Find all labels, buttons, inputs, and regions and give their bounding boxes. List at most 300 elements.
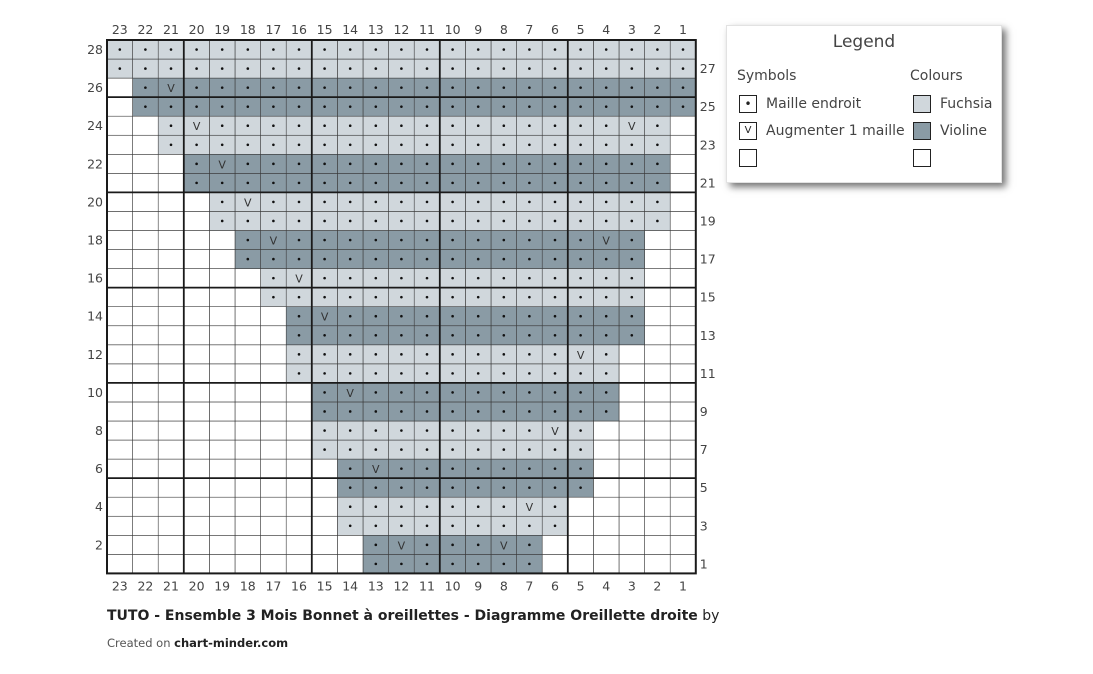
- knit-dot-icon: [247, 258, 250, 261]
- legend-symbol-empty: [739, 148, 766, 168]
- knit-dot-icon: [298, 48, 301, 51]
- knit-dot-icon: [503, 239, 506, 242]
- empty-cell: [158, 554, 184, 573]
- empty-cell: [670, 269, 696, 288]
- knit-dot-icon: [349, 486, 352, 489]
- knit-dot-icon: [400, 353, 403, 356]
- increase-v-icon: V: [397, 539, 406, 553]
- row-label-right: 11: [699, 365, 716, 381]
- knit-dot-icon: [195, 48, 198, 51]
- knit-dot-icon: [451, 124, 454, 127]
- empty-cell: [312, 497, 338, 516]
- knit-dot-icon: [554, 182, 557, 185]
- empty-cell: [235, 288, 261, 307]
- knit-dot-icon: [272, 124, 275, 127]
- empty-cell: [670, 421, 696, 440]
- knit-dot-icon: [195, 105, 198, 108]
- knit-dot-icon: [477, 353, 480, 356]
- knit-dot-icon: [528, 448, 531, 451]
- knit-dot-icon: [375, 448, 378, 451]
- knit-dot-icon: [528, 524, 531, 527]
- knit-dot-icon: [579, 163, 582, 166]
- knit-dot-icon: [375, 524, 378, 527]
- knit-dot-icon: [528, 220, 531, 223]
- empty-cell: [645, 288, 671, 307]
- increase-v-icon: V: [167, 82, 175, 96]
- knit-dot-icon: [477, 220, 480, 223]
- knit-dot-icon: [605, 372, 608, 375]
- knit-dot-icon: [605, 201, 608, 204]
- empty-cell: [235, 459, 261, 478]
- knit-dot-icon: [400, 448, 403, 451]
- knit-dot-icon: [477, 524, 480, 527]
- knit-dot-icon: [375, 353, 378, 356]
- knit-dot-icon: [477, 86, 480, 89]
- knit-dot-icon: [554, 67, 557, 70]
- knit-dot-icon: [503, 86, 506, 89]
- knit-dot-icon: [375, 67, 378, 70]
- empty-cell: [670, 211, 696, 230]
- knit-dot-icon: [170, 124, 173, 127]
- knit-dot-icon: [426, 315, 429, 318]
- knit-dot-icon: [554, 372, 557, 375]
- empty-cell: [593, 440, 619, 459]
- knit-dot-icon: [323, 105, 326, 108]
- knit-dot-icon: [400, 86, 403, 89]
- knit-dot-icon: [272, 86, 275, 89]
- knit-dot-icon: [451, 467, 454, 470]
- knit-dot-icon: [221, 182, 224, 185]
- knit-dot-icon: [272, 48, 275, 51]
- empty-cell: [209, 535, 235, 554]
- empty-cell: [645, 326, 671, 345]
- empty-cell: [158, 231, 184, 250]
- row-label-right: 19: [699, 213, 716, 229]
- knit-dot-icon: [579, 296, 582, 299]
- legend-colour-violine: Violine: [913, 121, 987, 141]
- knit-dot-icon: [631, 105, 634, 108]
- empty-cell: [645, 269, 671, 288]
- row-label-right: 5: [699, 480, 708, 496]
- knit-dot-icon: [477, 315, 480, 318]
- knit-dot-icon: [503, 315, 506, 318]
- knit-dot-icon: [426, 505, 429, 508]
- knit-dot-icon: [400, 334, 403, 337]
- empty-cell: [184, 345, 210, 364]
- knit-dot-icon: [426, 143, 429, 146]
- knit-dot-icon: [554, 391, 557, 394]
- knit-dot-icon: [451, 182, 454, 185]
- knit-dot-icon: [579, 124, 582, 127]
- knit-dot-icon: [323, 429, 326, 432]
- empty-cell: [670, 402, 696, 421]
- knit-dot-icon: [503, 296, 506, 299]
- column-label-top: 6: [551, 22, 559, 37]
- knit-dot-icon: [400, 505, 403, 508]
- empty-cell: [235, 383, 261, 402]
- empty-cell: [158, 345, 184, 364]
- knit-dot-icon: [349, 67, 352, 70]
- increase-v-icon: V: [192, 120, 201, 134]
- knit-dot-icon: [375, 258, 378, 261]
- knit-dot-icon: [605, 105, 608, 108]
- knit-dot-icon: [323, 201, 326, 204]
- knit-dot-icon: [554, 220, 557, 223]
- increase-v-icon: V: [295, 272, 303, 286]
- row-label-right: 1: [699, 556, 708, 572]
- knit-dot-icon: [528, 467, 531, 470]
- empty-cell: [184, 440, 210, 459]
- knit-dot-icon: [323, 67, 326, 70]
- knit-dot-icon: [298, 258, 301, 261]
- empty-cell: [133, 554, 159, 573]
- empty-cell: [158, 192, 184, 211]
- empty-cell: [235, 497, 261, 516]
- knit-dot-icon: [528, 124, 531, 127]
- knit-dot-icon: [477, 391, 480, 394]
- knit-dot-icon: [528, 258, 531, 261]
- knit-dot-icon: [477, 67, 480, 70]
- knit-dot-icon: [426, 467, 429, 470]
- empty-cell: [184, 307, 210, 326]
- empty-cell: [593, 497, 619, 516]
- row-label-right: 15: [699, 289, 716, 305]
- knit-dot-icon: [349, 448, 352, 451]
- knit-dot-icon: [656, 48, 659, 51]
- knit-dot-icon: [349, 86, 352, 89]
- knit-dot-icon: [195, 67, 198, 70]
- empty-cell: [209, 307, 235, 326]
- empty-cell: [568, 497, 594, 516]
- knit-dot-icon: [528, 544, 531, 547]
- knit-dot-icon: [375, 315, 378, 318]
- increase-v-icon: V: [576, 348, 585, 362]
- knit-dot-icon: [579, 67, 582, 70]
- knit-dot-icon: [579, 277, 582, 280]
- column-label-top: 8: [499, 22, 508, 37]
- knit-dot-icon: [323, 48, 326, 51]
- knit-dot-icon: [298, 201, 301, 204]
- empty-cell: [261, 402, 287, 421]
- empty-cell: [645, 440, 671, 459]
- empty-cell: [235, 478, 261, 497]
- knit-dot-icon: [426, 48, 429, 51]
- knit-dot-icon: [400, 315, 403, 318]
- knit-dot-icon: [400, 277, 403, 280]
- knit-dot-icon: [349, 334, 352, 337]
- knit-dot-icon: [631, 334, 634, 337]
- increase-v-icon: V: [500, 539, 508, 553]
- column-label-top: 9: [474, 22, 483, 37]
- knit-dot-icon: [579, 448, 582, 451]
- knit-dot-icon: [451, 410, 454, 413]
- empty-cell: [645, 478, 671, 497]
- knit-dot-icon: [272, 296, 275, 299]
- knit-dot-icon: [528, 334, 531, 337]
- knit-dot-icon: [477, 182, 480, 185]
- knit-dot-icon: [682, 67, 685, 70]
- knit-dot-icon: [323, 296, 326, 299]
- knit-dot-icon: [451, 334, 454, 337]
- empty-cell: [235, 516, 261, 535]
- knit-dot-icon: [605, 143, 608, 146]
- column-label-top: 23: [111, 22, 128, 37]
- knit-dot-icon: [528, 315, 531, 318]
- empty-cell: [286, 421, 312, 440]
- empty-cell: [235, 402, 261, 421]
- empty-cell: [133, 497, 159, 516]
- knit-dot-icon: [631, 86, 634, 89]
- knit-dot-icon: [477, 486, 480, 489]
- column-label-top: 13: [367, 22, 384, 37]
- empty-cell: [645, 535, 671, 554]
- column-label-top: 22: [137, 22, 154, 37]
- row-label-left: 12: [87, 346, 103, 362]
- knit-dot-icon: [605, 391, 608, 394]
- knit-dot-icon: [631, 143, 634, 146]
- empty-cell: [312, 478, 338, 497]
- knit-dot-icon: [298, 239, 301, 242]
- empty-cell: [133, 231, 159, 250]
- empty-cell: [209, 269, 235, 288]
- knit-dot-icon: [272, 67, 275, 70]
- knit-dot-icon: [631, 182, 634, 185]
- empty-cell: [133, 516, 159, 535]
- empty-cell: [184, 250, 210, 269]
- empty-swatch: [913, 149, 931, 167]
- empty-cell: [619, 421, 645, 440]
- empty-cell: [542, 554, 568, 573]
- knit-dot-icon: [298, 372, 301, 375]
- empty-cell: [133, 173, 159, 192]
- empty-cell: [670, 116, 696, 135]
- knit-dot-icon: [426, 353, 429, 356]
- empty-cell: [133, 307, 159, 326]
- empty-cell: [337, 535, 363, 554]
- knit-dot-icon: [349, 239, 352, 242]
- knit-dot-icon: [579, 315, 582, 318]
- knit-dot-icon: [579, 391, 582, 394]
- empty-cell: [107, 440, 133, 459]
- knit-dot-icon: [554, 86, 557, 89]
- knit-dot-icon: [528, 163, 531, 166]
- empty-cell: [133, 478, 159, 497]
- knit-dot-icon: [426, 410, 429, 413]
- empty-cell: [286, 459, 312, 478]
- empty-cell: [670, 535, 696, 554]
- empty-cell: [670, 478, 696, 497]
- empty-cell: [158, 211, 184, 230]
- knit-dot-icon: [247, 239, 250, 242]
- knit-dot-icon: [656, 182, 659, 185]
- empty-cell: [670, 250, 696, 269]
- knit-dot-icon: [477, 296, 480, 299]
- empty-cell: [645, 421, 671, 440]
- knit-dot-icon: [272, 277, 275, 280]
- knit-dot-icon: [375, 334, 378, 337]
- row-label-left: 18: [87, 232, 103, 248]
- increase-v-icon: V: [739, 122, 757, 140]
- knit-dot-icon: [656, 67, 659, 70]
- empty-cell: [184, 288, 210, 307]
- knit-dot-icon: [221, 105, 224, 108]
- empty-cell: [670, 364, 696, 383]
- empty-cell: [645, 497, 671, 516]
- knit-dot-icon: [323, 353, 326, 356]
- knit-dot-icon: [605, 220, 608, 223]
- column-label-bottom: 9: [474, 578, 483, 594]
- knit-dot-icon: [272, 258, 275, 261]
- empty-cell: [107, 211, 133, 230]
- knit-dot-icon: [528, 296, 531, 299]
- knit-dot-icon: [528, 143, 531, 146]
- knit-dot-icon: [400, 429, 403, 432]
- empty-cell: [158, 440, 184, 459]
- empty-cell: [209, 250, 235, 269]
- row-label-right: 13: [699, 327, 716, 343]
- knit-dot-icon: [400, 296, 403, 299]
- knit-dot-icon: [554, 201, 557, 204]
- knit-dot-icon: [477, 201, 480, 204]
- knit-dot-icon: [605, 124, 608, 127]
- knit-dot-icon: [682, 86, 685, 89]
- row-label-left: 14: [87, 308, 103, 324]
- knit-dot-icon: [477, 258, 480, 261]
- empty-cell: [286, 440, 312, 459]
- knit-dot-icon: [503, 143, 506, 146]
- empty-cell: [209, 345, 235, 364]
- row-label-left: 22: [87, 156, 103, 172]
- empty-cell: [568, 516, 594, 535]
- empty-cell: [133, 211, 159, 230]
- knit-dot-icon: [375, 220, 378, 223]
- empty-cell: [235, 326, 261, 345]
- knit-dot-icon: [451, 86, 454, 89]
- knit-dot-icon: [528, 182, 531, 185]
- knit-dot-icon: [195, 163, 198, 166]
- empty-cell: [107, 307, 133, 326]
- knit-dot-icon: [375, 505, 378, 508]
- row-label-left: 6: [95, 461, 103, 477]
- empty-cell: [670, 154, 696, 173]
- row-label-left: 20: [87, 194, 103, 210]
- knit-dot-icon: [170, 143, 173, 146]
- knit-dot-icon: [349, 182, 352, 185]
- knit-dot-icon: [579, 105, 582, 108]
- column-label-bottom: 8: [499, 578, 508, 594]
- knit-dot-icon: [349, 258, 352, 261]
- credit-site-link[interactable]: chart-minder.com: [174, 636, 289, 650]
- column-label-bottom: 22: [137, 578, 154, 594]
- knit-dot-icon: [528, 277, 531, 280]
- knit-dot-icon: [221, 48, 224, 51]
- knit-dot-icon: [400, 486, 403, 489]
- row-label-left: 28: [87, 42, 103, 58]
- empty-cell: [261, 478, 287, 497]
- knit-dot-icon: [349, 163, 352, 166]
- knit-dot-icon: [477, 467, 480, 470]
- knit-dot-icon: [579, 467, 582, 470]
- column-label-top: 2: [653, 22, 662, 37]
- empty-cell: [158, 459, 184, 478]
- empty-cell: [158, 478, 184, 497]
- knit-dot-icon: [631, 239, 634, 242]
- knit-dot-icon: [605, 296, 608, 299]
- empty-cell: [184, 554, 210, 573]
- knit-dot-icon: [195, 143, 198, 146]
- knit-dot-icon: [451, 448, 454, 451]
- empty-cell: [619, 478, 645, 497]
- empty-cell: [645, 459, 671, 478]
- knit-dot-icon: [426, 258, 429, 261]
- knit-dot-icon: [375, 201, 378, 204]
- knit-dot-icon: [426, 429, 429, 432]
- legend-panel: [726, 25, 1002, 183]
- knit-dot-icon: [528, 429, 531, 432]
- knit-dot-icon: [605, 182, 608, 185]
- knit-dot-icon: [503, 353, 506, 356]
- empty-cell: [261, 421, 287, 440]
- empty-cell: [261, 364, 287, 383]
- knit-dot-icon: [579, 258, 582, 261]
- empty-cell: [645, 402, 671, 421]
- knit-dot-icon: [426, 67, 429, 70]
- empty-cell: [133, 535, 159, 554]
- knit-dot-icon: [554, 505, 557, 508]
- knit-dot-icon: [400, 201, 403, 204]
- knit-dot-icon: [298, 163, 301, 166]
- knit-dot-icon: [451, 163, 454, 166]
- knit-dot-icon: [451, 544, 454, 547]
- knit-dot-icon: [298, 334, 301, 337]
- empty-cell: [184, 231, 210, 250]
- empty-cell: [107, 402, 133, 421]
- knit-dot-icon: [503, 448, 506, 451]
- knit-dot-icon: [554, 334, 557, 337]
- column-label-bottom: 11: [419, 578, 435, 594]
- knit-dot-icon: [451, 524, 454, 527]
- knit-dot-icon: [605, 353, 608, 356]
- empty-cell: [312, 459, 338, 478]
- knit-dot-icon: [426, 334, 429, 337]
- knit-dot-icon: [528, 48, 531, 51]
- knit-dot-icon: [119, 48, 122, 51]
- knit-dot-icon: [605, 163, 608, 166]
- empty-cell: [107, 497, 133, 516]
- knit-dot-icon: [554, 315, 557, 318]
- row-label-right: 9: [699, 403, 708, 419]
- knit-dot-icon: [349, 467, 352, 470]
- knit-dot-icon: [477, 372, 480, 375]
- knit-dot-icon: [144, 48, 147, 51]
- knit-dot-icon: [298, 353, 301, 356]
- knit-dot-icon: [451, 143, 454, 146]
- empty-cell: [619, 402, 645, 421]
- knit-dot-icon: [579, 201, 582, 204]
- knit-dot-icon: [400, 105, 403, 108]
- empty-cell: [286, 497, 312, 516]
- knit-dot-icon: [503, 467, 506, 470]
- knit-dot-icon: [247, 67, 250, 70]
- knit-dot-icon: [170, 48, 173, 51]
- knit-dot-icon: [349, 201, 352, 204]
- empty-cell: [209, 231, 235, 250]
- knit-dot-icon: [323, 334, 326, 337]
- knit-dot-icon: [272, 143, 275, 146]
- knit-dot-icon: [375, 124, 378, 127]
- empty-cell: [209, 364, 235, 383]
- empty-cell: [670, 326, 696, 345]
